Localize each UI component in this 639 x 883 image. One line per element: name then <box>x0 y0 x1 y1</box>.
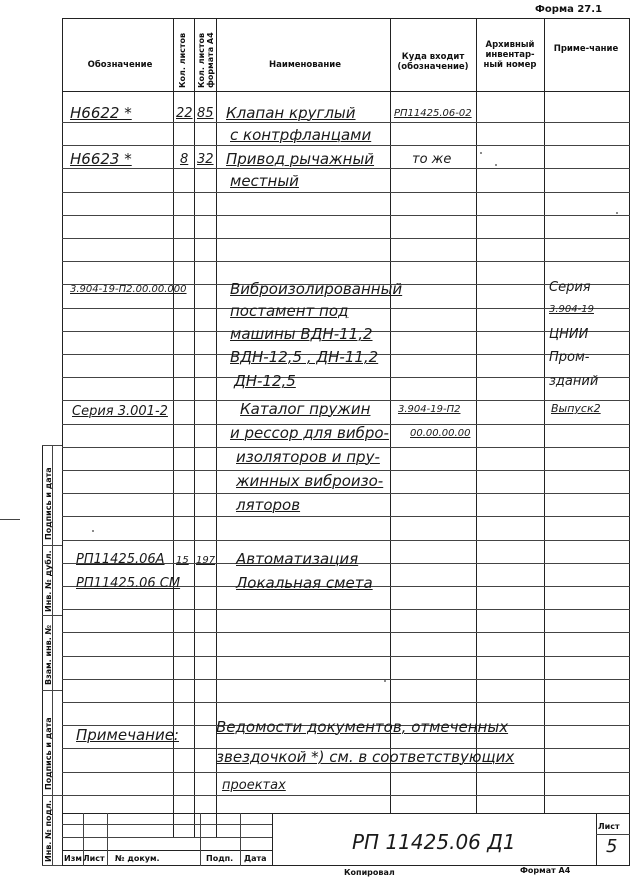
footer-format: Формат А4 <box>520 866 571 875</box>
remark-label: Примечание: <box>76 726 179 744</box>
table-row-line <box>62 609 630 610</box>
table-row-line <box>62 772 630 773</box>
table-row-line <box>62 493 630 494</box>
dot-mark <box>480 152 482 154</box>
table-row-line <box>62 679 630 680</box>
table-row-line <box>62 215 630 216</box>
row-name: постамент под <box>230 302 349 320</box>
tb-izm: Изм <box>64 854 82 863</box>
row-note: Серия <box>549 280 591 295</box>
row-where: то же <box>412 152 452 167</box>
row-a4: 197 <box>196 555 216 566</box>
title-block-col <box>200 813 201 866</box>
dot-mark <box>616 212 618 214</box>
dot-mark <box>92 530 94 532</box>
row-name: с контрфланцами <box>230 126 372 144</box>
row-note: 3.904-19 <box>549 304 594 315</box>
tb-data: Дата <box>244 854 267 863</box>
strip-divider <box>42 865 62 866</box>
header-where-used: Куда входит (обозначение) <box>397 52 469 72</box>
binding-strip-line <box>42 445 43 865</box>
row-where: РП11425.06-02 <box>394 108 472 119</box>
tb-sheet-no: 5 <box>606 836 618 857</box>
row-name: Каталог пружин <box>240 400 371 418</box>
row-sheets: 8 <box>180 152 189 167</box>
table-row-line <box>62 632 630 633</box>
header-archive: Архивный инвентар-ный номер <box>483 40 537 70</box>
title-block-col <box>107 813 108 866</box>
row-designation: Н6623 * <box>70 150 132 168</box>
row-designation: Н6622 * <box>70 104 132 122</box>
row-name: местный <box>230 172 299 190</box>
title-block-row <box>596 834 630 835</box>
row-name: Привод рычажный <box>226 150 375 168</box>
side-label-inv-dubl: Инв. № дубл. <box>44 550 53 612</box>
table-row-line <box>62 540 630 541</box>
table-row-line <box>62 377 630 378</box>
table-row-line <box>62 516 630 517</box>
title-block-col <box>272 813 273 866</box>
row-where: 3.904-19-П2 <box>398 404 461 415</box>
strip-divider <box>42 445 62 446</box>
strip-divider <box>42 615 62 616</box>
row-a4: 85 <box>197 106 214 121</box>
table-row-line <box>62 470 630 471</box>
col-line <box>390 18 391 813</box>
row-a4: 32 <box>197 152 214 167</box>
col-line <box>216 18 217 838</box>
table-row-line <box>62 238 630 239</box>
side-label-podpis-data: Подпись и дата <box>44 467 53 540</box>
dot-mark <box>384 680 386 682</box>
side-label-inv-podl: Инв. № подл. <box>44 800 53 862</box>
remark-line-3: проектах <box>222 778 286 793</box>
table-row-line <box>62 261 630 262</box>
dot-mark <box>495 164 497 166</box>
header-note: Приме-чание <box>553 44 619 54</box>
row-designation: РП11425.06А <box>76 552 165 567</box>
row-designation: Серия 3.001-2 <box>72 404 168 419</box>
row-note: зданий <box>549 374 599 389</box>
strip-divider <box>42 545 62 546</box>
row-note: Пром- <box>549 350 590 365</box>
row-name: ДН-12,5 <box>234 372 296 390</box>
col-line <box>173 18 174 838</box>
remark-line-2: звездочкой *) см. в соответствующих <box>216 748 515 766</box>
row-where: 00.00.00.00 <box>410 428 471 439</box>
table-row-line <box>62 122 630 123</box>
row-note: Выпуск2 <box>551 402 601 415</box>
row-sheets: 22 <box>176 106 193 121</box>
row-note: ЦНИИ <box>549 327 589 342</box>
col-line <box>544 18 545 813</box>
row-name: Автоматизация <box>236 550 359 568</box>
header-sheets-a4: Кол. листов формата А4 <box>197 32 215 88</box>
row-name: Виброизолированный <box>230 280 403 298</box>
tb-code: РП 11425.06 Д1 <box>352 830 516 854</box>
table-row-line <box>62 702 630 703</box>
table-row-line <box>62 145 630 146</box>
table-row-line <box>62 795 630 796</box>
title-block-top <box>62 813 630 814</box>
row-name: изоляторов и пру- <box>236 448 380 466</box>
table-row-line <box>62 168 630 169</box>
row-name: Клапан круглый <box>226 104 356 122</box>
tb-list: Лист <box>83 854 105 863</box>
col-line <box>194 18 195 838</box>
footer-copied: Копировал <box>344 868 395 877</box>
header-designation: Обозначение <box>87 60 153 70</box>
title-block-col <box>240 813 241 866</box>
row-name: жинных виброизо- <box>236 472 384 490</box>
header-name: Наименование <box>269 60 341 70</box>
tb-podp: Подп. <box>206 854 234 863</box>
row-designation: 3.904-19-П2.00.00.000 <box>70 284 187 295</box>
title-block-col <box>596 813 597 866</box>
col-line <box>476 18 477 813</box>
edge-mark <box>0 519 20 520</box>
table-row-line <box>62 192 630 193</box>
remark-line-1: Ведомости документов, отмеченных <box>216 718 509 736</box>
row-name: машины ВДН-11,2 <box>230 325 373 343</box>
strip-divider <box>42 795 62 796</box>
form-label: Форма 27.1 <box>535 4 603 15</box>
header-sheets-count: Кол. листов <box>178 32 187 88</box>
tb-sheet-label: Лист <box>598 822 620 831</box>
strip-divider <box>42 690 62 691</box>
row-name: ляторов <box>236 496 301 514</box>
tb-doc-no: № докум. <box>115 854 160 863</box>
row-name: ВДН-12,5 , ДН-11,2 <box>230 348 379 366</box>
row-name: Локальная смета <box>236 574 373 592</box>
side-label-podpis-data-2: Подпись и дата <box>44 717 53 790</box>
row-name: и рессор для вибро- <box>230 424 389 442</box>
row-sheets: 15 <box>176 555 189 566</box>
side-label-vzam-inv: Взам. инв. № <box>44 624 53 685</box>
row-designation: РП11425.06 СМ <box>76 576 181 591</box>
table-row-line <box>62 656 630 657</box>
